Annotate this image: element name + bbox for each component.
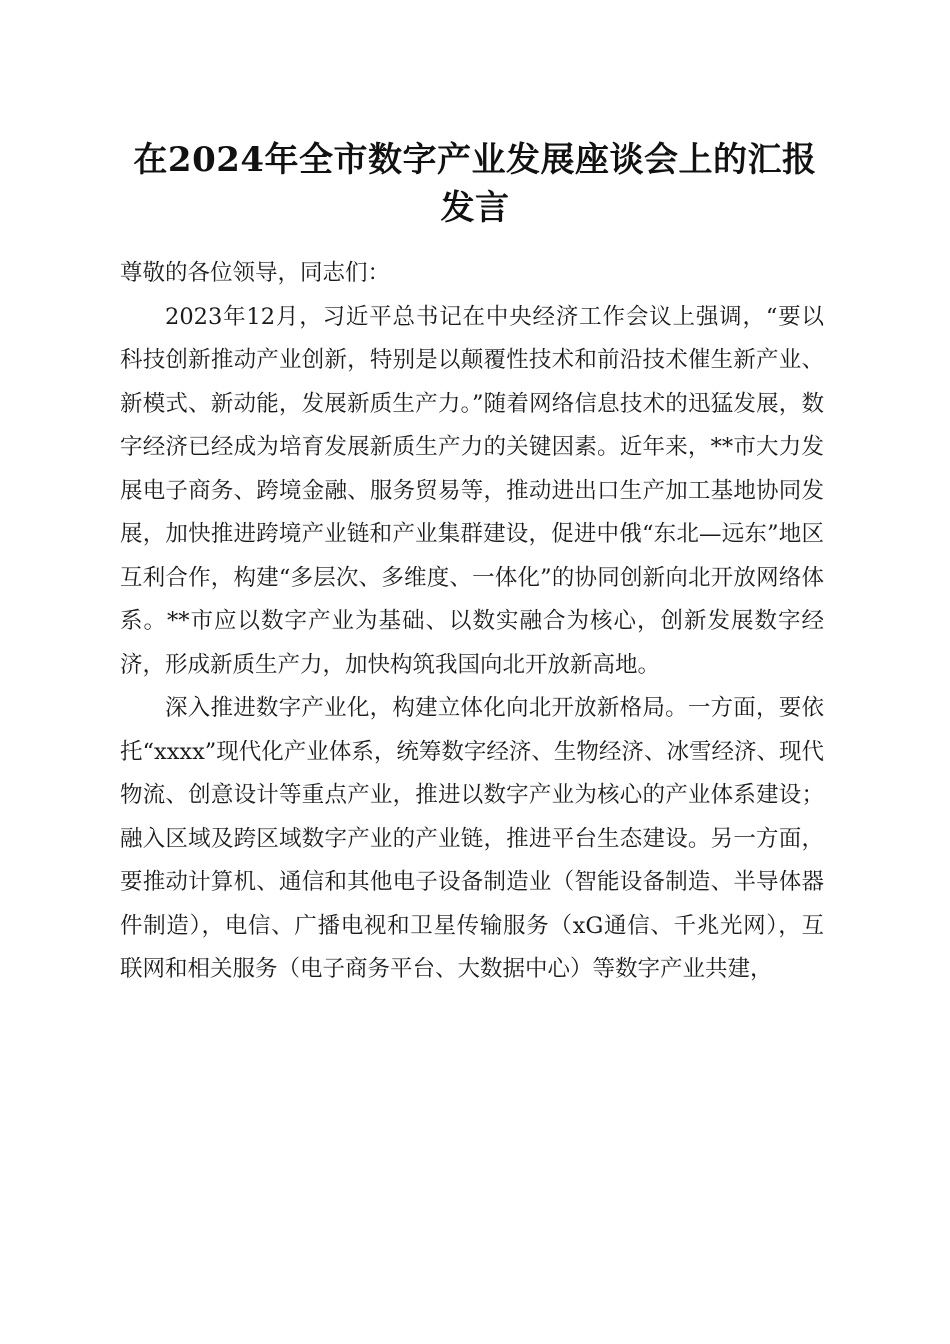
document-body [120,252,824,992]
salutation: 尊敬的各位领导，同志们： [120,260,391,286]
paragraph-2: 深入推进数字产业化，构建立体化向北开放新格局。一方面，要依托“xxxx”现代化产业体系，统筹数字经济、生物经济、冰雪经济、现代物流、创意设计等重点产业，推进以数字产业为核心的产业体系建设；融入区域及跨区域数字产业的产业链，推进平台生态建设。另一方面，要推动计算机、通信和其他电子设备制造业（智能设备制造、半导体器件制造），电信、广播电视和卫星传输服务（xG通信、千兆光网），互联网和相关服务（电子商务平台、大数据中心）等数字产业共建， [120,695,824,982]
title-line-1: 在2024年全市数字产业发展座谈会上的汇报 [133,140,817,180]
title-line-2: 发言 [440,188,510,228]
document-title [110,136,840,232]
paragraph-1: 2023年12月，习近平总书记在中央经济工作会议上强调，“要以科技创新推动产业创新，特别是以颠覆性技术和前沿技术催生新产业、新模式、新动能，发展新质生产力。”随着网络信息技术的迅猛发展，数字经济已经成为培育发展新质生产力的关键因素。近年来，**市大力发展电子商务、跨境金融、服务贸易等，推动进出口生产加工基地协同发展，加快推进跨境产业链和产业集群建设，促进中俄“东北—远东”地区互利合作，构建“多层次、多维度、一体化”的协同创新向北开放网络体系。**市应以数字产业为基础、以数实融合为核心，创新发展数字经济，形成新质生产力，加快构筑我国向北开放新高地。 [120,303,824,678]
